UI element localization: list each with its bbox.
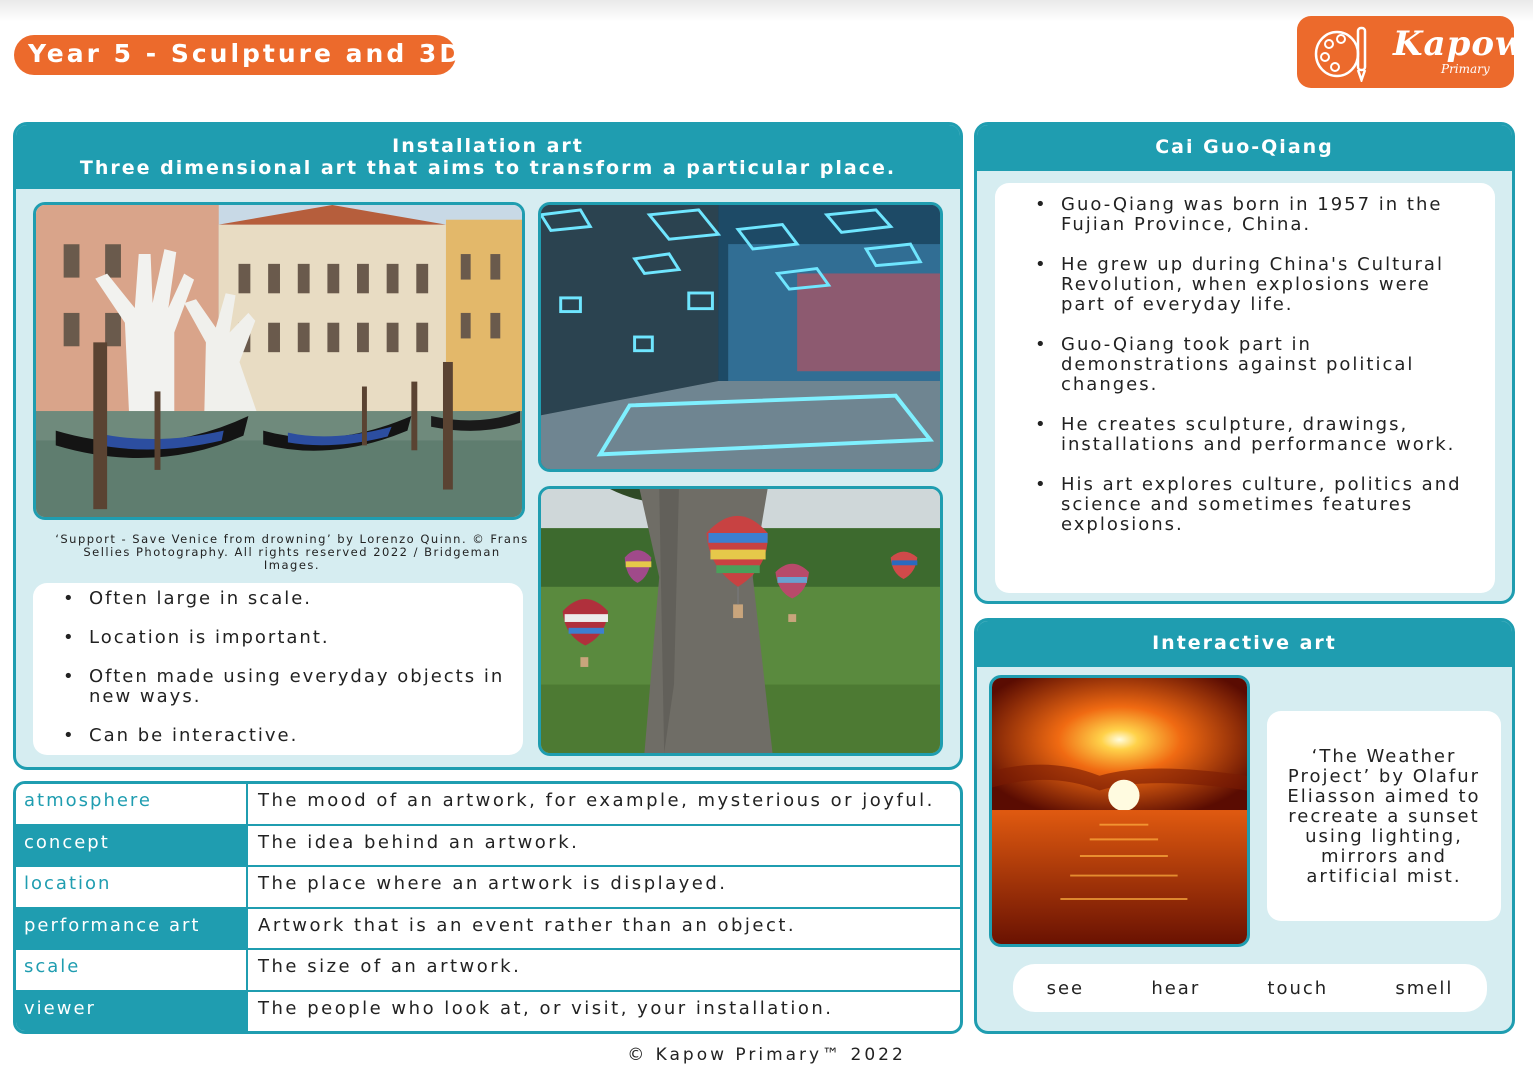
- balloon-tree-photo: [538, 486, 943, 756]
- vocab-term: viewer: [16, 992, 248, 1034]
- photo-caption: ‘Support - Save Venice from drowning’ by Lorenzo Quinn. © Frans Sellies Photography. All rights reserved 2022 / Bridgeman Images.: [55, 532, 529, 572]
- installation-art-header: [16, 125, 960, 189]
- vocab-definition: Artwork that is an event rather than an object.: [258, 914, 797, 936]
- sense-touch: touch: [1267, 977, 1329, 999]
- artist-panel: [974, 122, 1515, 604]
- vocab-definition: The mood of an artwork, for example, mysterious or joyful.: [258, 790, 935, 811]
- weather-project-box: [1267, 711, 1501, 921]
- installation-fact: • Often made using everyday objects in new ways.: [55, 667, 513, 707]
- sense-hear: hear: [1151, 977, 1201, 999]
- page-title: Year 5 - Sculpture and 3D: [14, 35, 456, 75]
- vocab-definition: The idea behind an artwork.: [258, 831, 580, 853]
- artist-fact: • His art explores culture, politics and science and sometimes features explosions.: [1027, 475, 1475, 535]
- artist-fact: • He grew up during China's Cultural Revolution, when explosions were part of everyday life.: [1027, 255, 1475, 315]
- sense-see: see: [1046, 977, 1085, 999]
- installation-art-subtitle: Three dimensional art that aims to transform a particular place.: [79, 157, 897, 179]
- kapow-logo: [1297, 16, 1526, 88]
- artist-facts-box: [995, 183, 1495, 593]
- weather-project-description: ‘The Weather Project’ by Olafur Eliasson aimed to recreate a sunset using lighting, mirrors and artificial mist.: [1287, 746, 1481, 887]
- sunset-photo: [989, 675, 1250, 947]
- installation-fact: • Often large in scale.: [55, 589, 513, 609]
- vocab-definition: The people who look at, or visit, your installation.: [258, 997, 834, 1019]
- vocab-row: [16, 826, 960, 868]
- artist-fact: • He creates sculpture, drawings, installations and performance work.: [1027, 415, 1475, 455]
- vocab-definition: The size of an artwork.: [258, 956, 522, 978]
- vocabulary-table: [13, 781, 963, 1034]
- neon-room-photo: [538, 202, 943, 472]
- artist-header: [977, 125, 1512, 171]
- interactive-art-panel: [974, 618, 1515, 1034]
- venice-hands-photo: [33, 202, 525, 520]
- vocab-definition: The place where an artwork is displayed.: [258, 873, 728, 895]
- vocab-term: atmosphere: [16, 784, 248, 824]
- artist-title: Cai Guo-Qiang: [1155, 136, 1334, 158]
- senses-bar: [1013, 964, 1487, 1012]
- interactive-art-title: Interactive art: [1152, 632, 1337, 654]
- artist-fact: • Guo-Qiang took part in demonstrations against political changes.: [1027, 335, 1475, 395]
- vocab-term: scale: [16, 950, 248, 990]
- vocab-row: [16, 909, 960, 951]
- vocab-term: concept: [16, 826, 248, 866]
- installation-fact: • Can be interactive.: [55, 726, 513, 746]
- installation-facts-box: [33, 583, 523, 755]
- palette-brush-icon: [1311, 24, 1373, 82]
- vocab-row: [16, 784, 960, 826]
- vocab-row: [16, 992, 960, 1034]
- vocab-term: location: [16, 867, 248, 907]
- vocab-row: [16, 950, 960, 992]
- interactive-art-header: [977, 621, 1512, 667]
- logo-name: Kapow: [1393, 24, 1526, 64]
- installation-art-title: Installation art: [392, 135, 584, 157]
- sense-smell: smell: [1395, 977, 1454, 999]
- installation-fact: • Location is important.: [55, 628, 513, 648]
- vocab-row: [16, 867, 960, 909]
- vocab-term: performance art: [16, 909, 248, 949]
- logo-sub: Primary: [1441, 62, 1490, 76]
- installation-art-panel: [13, 122, 963, 770]
- copyright-footer: © Kapow Primary™ 2022: [627, 1045, 906, 1065]
- artist-fact: • Guo-Qiang was born in 1957 in the Fujian Province, China.: [1027, 195, 1475, 235]
